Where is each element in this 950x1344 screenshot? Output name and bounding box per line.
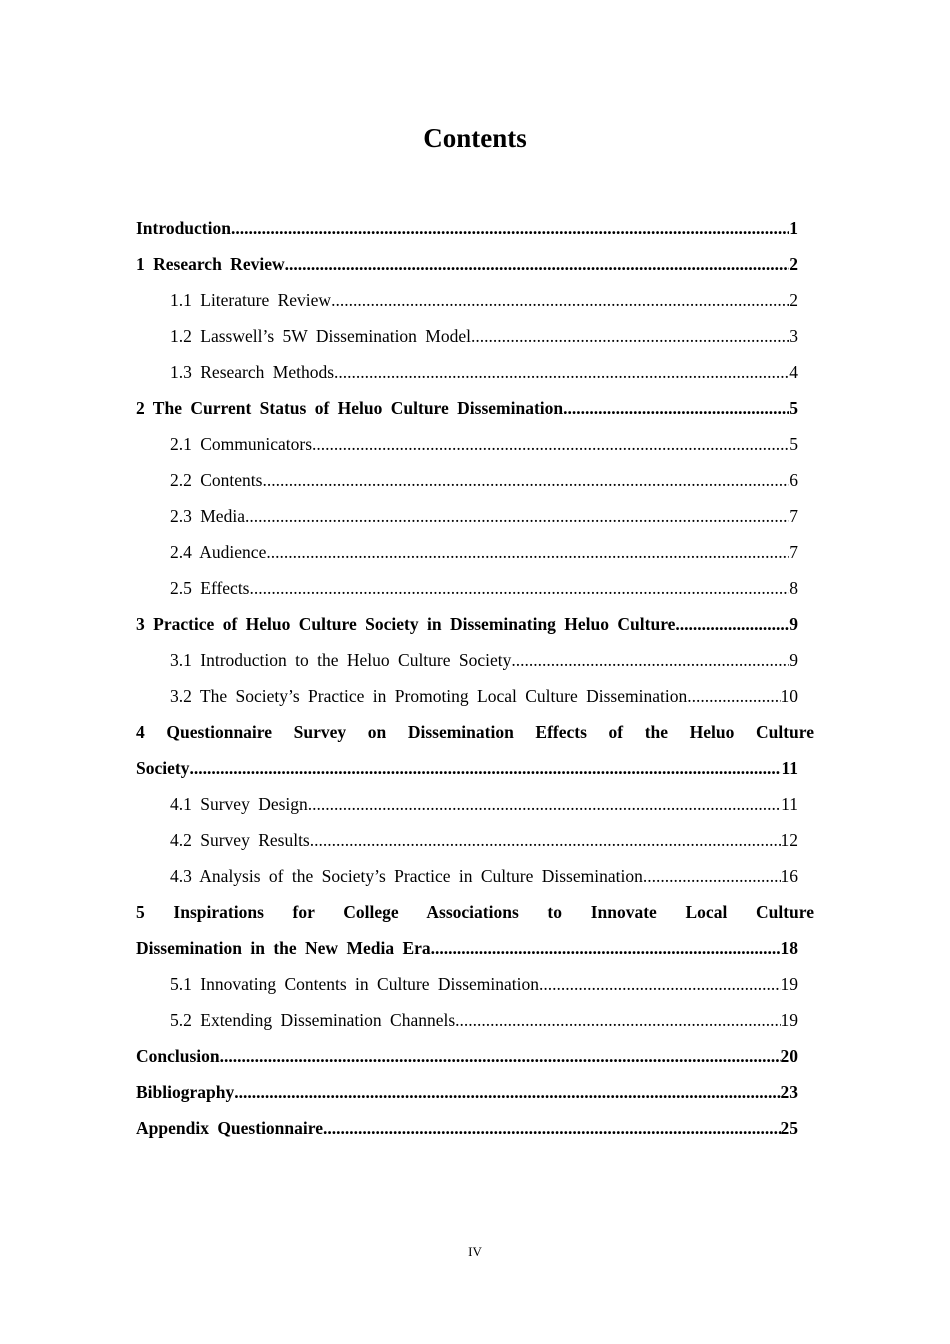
toc-entry-page: 8 <box>789 578 798 598</box>
toc-entry-label: 1.3 Research Methods <box>170 362 335 382</box>
toc-leader-dots <box>220 1038 781 1074</box>
toc-entry-page: 20 <box>780 1046 798 1066</box>
toc-entry-label: 3.2 The Society’s Practice in Promoting Local Culture Dissemination <box>170 686 688 706</box>
toc-entry-appendix[interactable] <box>136 1110 798 1146</box>
toc-entry-conclusion[interactable] <box>136 1038 798 1074</box>
toc-entry-label: 1 Research Review <box>136 254 285 274</box>
page-title: Contents <box>423 123 527 153</box>
toc-leader-dots <box>312 426 789 462</box>
toc-entry-label: 2.2 Contents <box>170 470 263 490</box>
toc-entry-page: 7 <box>789 506 798 526</box>
toc-entry-section-1-1[interactable] <box>136 282 798 318</box>
toc-entry-page: 6 <box>789 470 798 490</box>
toc-entry-page: 9 <box>789 614 798 634</box>
toc-leader-dots <box>643 858 781 894</box>
toc-entry-label: 2.5 Effects <box>170 578 250 598</box>
toc-leader-dots <box>245 498 789 534</box>
toc-leader-dots <box>310 822 781 858</box>
toc-entry-chapter-2[interactable] <box>136 390 798 426</box>
toc-entry-page: 2 <box>789 254 798 274</box>
toc-entry-section-3-2[interactable] <box>136 678 798 714</box>
toc-entry-label: 2.3 Media <box>170 506 245 526</box>
toc-entry-label: 5.2 Extending Dissemination Channels <box>170 1010 456 1030</box>
toc-entry-label: 2.1 Communicators <box>170 434 313 454</box>
toc-leader-dots <box>331 282 789 318</box>
toc-leader-dots <box>687 678 780 714</box>
toc-leader-dots <box>431 930 781 966</box>
toc-leader-dots <box>471 318 789 354</box>
toc-entry-introduction[interactable] <box>136 210 798 246</box>
toc-leader-dots <box>234 1074 780 1110</box>
toc-entry-page: 23 <box>780 1082 798 1102</box>
toc-leader-dots <box>231 210 789 246</box>
toc-entry-page: 10 <box>780 686 798 706</box>
toc-leader-dots <box>675 606 789 642</box>
toc-entry-section-5-1[interactable] <box>136 966 798 1002</box>
toc-leader-dots <box>455 1002 780 1038</box>
toc-entry-page: 7 <box>789 542 798 562</box>
toc-entry-label: Conclusion <box>136 1046 220 1066</box>
toc-entry-page: 5 <box>789 398 798 418</box>
toc-entry-chapter-4[interactable] <box>136 714 814 786</box>
toc-entry-section-4-3[interactable] <box>136 858 798 894</box>
toc-entry-label: 2 The Current Status of Heluo Culture Dissemination <box>136 398 564 418</box>
toc-entry-page: 2 <box>789 290 798 310</box>
toc-entry-section-1-2[interactable] <box>136 318 798 354</box>
toc-leader-dots <box>511 642 789 678</box>
table-of-contents <box>136 210 814 1146</box>
toc-entry-line-2 <box>136 930 798 966</box>
toc-entry-chapter-5[interactable] <box>136 894 814 966</box>
toc-entry-label: 4.3 Analysis of the Society’s Practice in Culture Dissemination <box>170 866 643 886</box>
toc-entry-section-1-3[interactable] <box>136 354 798 390</box>
toc-entry-label-line-2: Society <box>136 758 190 778</box>
toc-entry-section-4-1[interactable] <box>136 786 798 822</box>
toc-entry-page: 4 <box>789 362 798 382</box>
toc-entry-label: 3.1 Introduction to the Heluo Culture Society <box>170 650 512 670</box>
toc-entry-section-4-2[interactable] <box>136 822 798 858</box>
toc-entry-line-2 <box>136 750 798 786</box>
toc-entry-section-2-1[interactable] <box>136 426 798 462</box>
toc-leader-dots <box>262 462 789 498</box>
toc-leader-dots <box>539 966 780 1002</box>
toc-entry-label: 2.4 Audience <box>170 542 267 562</box>
toc-entry-label: 4.2 Survey Results <box>170 830 310 850</box>
toc-entry-page: 11 <box>781 794 798 814</box>
toc-leader-dots <box>334 354 789 390</box>
toc-entry-section-2-5[interactable] <box>136 570 798 606</box>
toc-entry-page: 5 <box>789 434 798 454</box>
toc-entry-label-line-1: 5 Inspirations for College Associations to Innovate Local Culture <box>136 902 814 922</box>
toc-entry-section-2-4[interactable] <box>136 534 798 570</box>
page-number: IV <box>468 1244 482 1259</box>
toc-entry-label-line-2: Dissemination in the New Media Era <box>136 938 431 958</box>
toc-leader-dots <box>285 246 790 282</box>
toc-entry-label: 3 Practice of Heluo Culture Society in Disseminating Heluo Culture <box>136 614 676 634</box>
toc-entry-page: 3 <box>789 326 798 346</box>
toc-entry-page: 11 <box>781 758 798 778</box>
toc-entry-chapter-3[interactable] <box>136 606 798 642</box>
toc-entry-label: 4.1 Survey Design <box>170 794 308 814</box>
toc-entry-page: 19 <box>780 1010 798 1030</box>
toc-leader-dots <box>563 390 789 426</box>
toc-entry-page: 18 <box>780 938 798 958</box>
toc-entry-label-line-1: 4 Questionnaire Survey on Dissemination Effects of the Heluo Culture <box>136 722 814 742</box>
toc-entry-section-5-2[interactable] <box>136 1002 798 1038</box>
toc-leader-dots <box>250 570 790 606</box>
toc-leader-dots <box>308 786 781 822</box>
toc-entry-label: 1.1 Literature Review <box>170 290 332 310</box>
toc-entry-section-2-3[interactable] <box>136 498 798 534</box>
toc-entry-page: 1 <box>789 218 798 238</box>
toc-entry-bibliography[interactable] <box>136 1074 798 1110</box>
toc-entry-page: 19 <box>780 974 798 994</box>
toc-entry-page: 16 <box>780 866 798 886</box>
toc-entry-label: Bibliography <box>136 1082 235 1102</box>
toc-leader-dots <box>189 750 781 786</box>
toc-entry-label: 5.1 Innovating Contents in Culture Dissemination <box>170 974 540 994</box>
toc-entry-section-3-1[interactable] <box>136 642 798 678</box>
toc-entry-chapter-1[interactable] <box>136 246 798 282</box>
toc-leader-dots <box>323 1110 781 1146</box>
toc-entry-page: 12 <box>780 830 798 850</box>
toc-entry-page: 9 <box>789 650 798 670</box>
toc-entry-label: 1.2 Lasswell’s 5W Dissemination Model <box>170 326 471 346</box>
toc-leader-dots <box>266 534 789 570</box>
toc-entry-page: 25 <box>780 1118 798 1138</box>
toc-entry-label: Appendix Questionnaire <box>136 1118 323 1138</box>
toc-entry-label: Introduction <box>136 218 231 238</box>
toc-entry-section-2-2[interactable] <box>136 462 798 498</box>
